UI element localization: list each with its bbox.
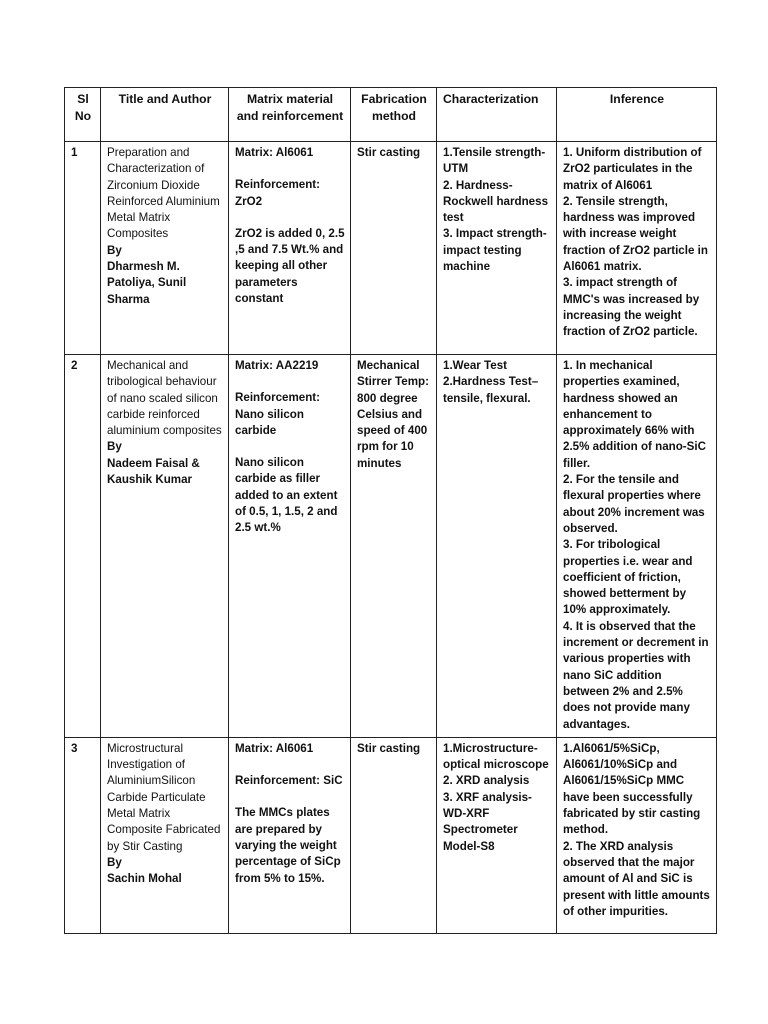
matrix-material: Matrix: Al6061 — [235, 741, 314, 755]
cell-sl-no: 3 — [65, 737, 101, 933]
reinforcement: Reinforcement: Nano silicon carbide — [235, 391, 321, 437]
cell-characterization — [437, 355, 557, 738]
cell-inference — [557, 737, 717, 933]
header-sl-no: Sl No — [65, 88, 101, 142]
cell-title-author — [101, 142, 229, 355]
header-matrix: Matrix material and reinforcement — [229, 88, 351, 142]
characterization-text: 1.Tensile strength- UTM 2. Hardness- Rockwell hardness test 3. Impact strength- impact testing machine — [443, 146, 549, 274]
paper-title: Mechanical and tribological behaviour of nano scaled silicon carbide reinforced aluminium composites — [107, 359, 222, 438]
cell-characterization — [437, 142, 557, 355]
inference-text: 1.Al6061/5%SiCp, Al6061/10%SiCp and Al6061/15%SiCp MMC have been successfully fabricated by stir casting method. 2. The XRD analysis observed that the major amount of Al and SiC is present with little amounts of other impurities. — [563, 741, 710, 918]
paper-authors: Nadeem Faisal & Kaushik Kumar — [107, 456, 200, 487]
paper-by: By — [107, 855, 122, 869]
characterization-text: 1.Wear Test 2.Hardness Test– tensile, flexural. — [443, 359, 539, 405]
paper-title: Preparation and Characterization of Zirconium Dioxide Reinforced Aluminium Metal Matrix Composites — [107, 146, 220, 241]
table-row — [65, 737, 717, 933]
paper-authors: Sachin Mohal — [107, 872, 182, 886]
header-fabrication: Fabrication method — [351, 88, 437, 142]
literature-review-table — [64, 87, 717, 934]
matrix-note: Nano silicon carbide as filler added to an extent of 0.5, 1, 1.5, 2 and 2.5 wt.% — [235, 456, 338, 535]
cell-fabrication — [351, 142, 437, 355]
cell-inference — [557, 355, 717, 738]
inference-text: 1. In mechanical properties examined, hardness showed an enhancement to approximately 66% with 2.5% addition of nano-SiC filler. 2. For the tensile and flexural properties where about 20% increment was observed. 3. For tribological properties i.e. wear and coefficient of friction, showed betterment by 10% approximately. 4. It is observed that the increment or decrement in various properties with nano SiC addition between 2% and 2.5% does not provide many advantages. — [563, 359, 709, 731]
cell-inference — [557, 142, 717, 355]
cell-matrix — [229, 142, 351, 355]
header-inference: Inference — [557, 88, 717, 142]
cell-title-author — [101, 737, 229, 933]
fabrication-text: Stir casting — [357, 146, 421, 159]
matrix-note: ZrO2 is added 0, 2.5 ,5 and 7.5 Wt.% and keeping all other parameters constant — [235, 226, 345, 306]
table-row — [65, 142, 717, 355]
inference-text: 1. Uniform distribution of ZrO2 particulates in the matrix of Al6061 2. Tensile strength, hardness was improved with increase weight fraction of ZrO2 particle in Al6061 matrix. 3. impact strength of MMC's was increased by increasing the weight fraction of ZrO2 particle. — [563, 146, 708, 339]
cell-characterization — [437, 737, 557, 933]
matrix-material: Matrix: Al6061 — [235, 146, 314, 159]
cell-matrix — [229, 355, 351, 738]
cell-sl-no: 2 — [65, 355, 101, 738]
cell-sl-no: 1 — [65, 142, 101, 355]
header-title-author: Title and Author — [101, 88, 229, 142]
paper-authors: Dharmesh M. Patoliya, Sunil Sharma — [107, 260, 187, 306]
matrix-material: Matrix: AA2219 — [235, 359, 319, 372]
table-row — [65, 355, 717, 738]
header-characterization: Characterization — [437, 88, 557, 142]
cell-title-author — [101, 355, 229, 738]
cell-matrix — [229, 737, 351, 933]
fabrication-text: Stir casting — [357, 741, 421, 755]
fabrication-text: Mechanical Stirrer Temp: 800 degree Celsius and speed of 400 rpm for 10 minutes — [357, 359, 429, 470]
reinforcement: Reinforcement: SiC — [235, 774, 343, 788]
paper-title: Microstructural Investigation of AluminiumSilicon Carbide Particulate Metal Matrix Composite Fabricated by Stir Casting — [107, 741, 221, 853]
matrix-note: The MMCs plates are prepared by varying the weight percentage of SiCp from 5% to 15%. — [235, 806, 341, 885]
cell-fabrication — [351, 355, 437, 738]
paper-by: By — [107, 440, 122, 454]
header-row — [65, 88, 717, 142]
paper-by: By — [107, 243, 122, 257]
reinforcement: Reinforcement: ZrO2 — [235, 178, 321, 208]
characterization-text: 1.Microstructure-optical microscope 2. XRD analysis 3. XRF analysis- WD-XRF Spectrometer Model-S8 — [443, 741, 549, 853]
cell-fabrication — [351, 737, 437, 933]
